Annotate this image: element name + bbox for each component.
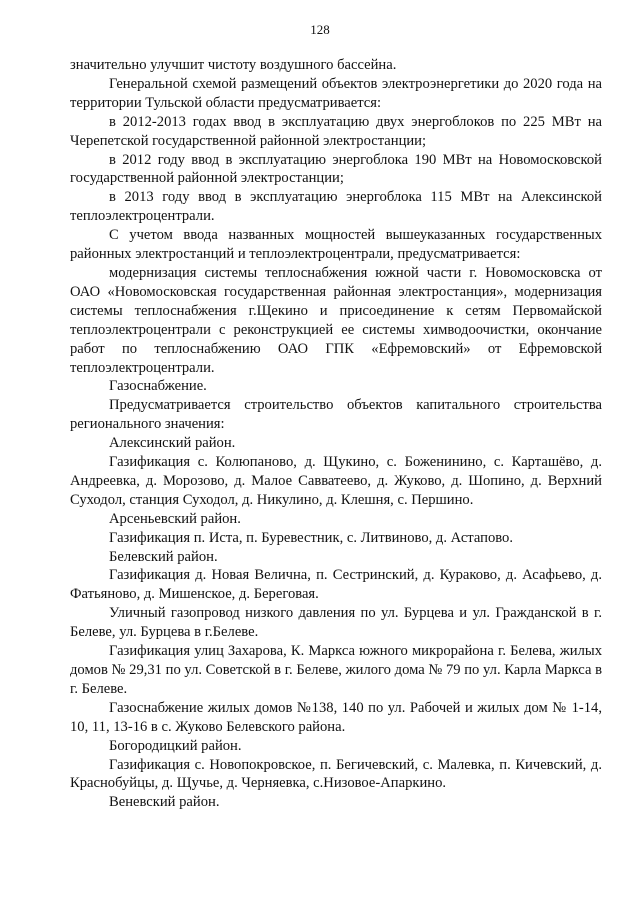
district-heading: Белевский район. bbox=[109, 548, 218, 565]
paragraph: Предусматривается строительство объектов капитального строительства регионального значения: bbox=[70, 397, 602, 433]
paragraph: Газификация д. Новая Велична, п. Сестринский, д. Кураково, д. Асафьево, д. Фатьяново, д. Мишенское, д. Береговая. bbox=[70, 567, 602, 603]
paragraph: модернизация системы теплоснабжения южной части г. Новомосковска от ОАО «Новомосковская государственная районная электростанция», модернизация системы теплоснабжения г.Щекино и присоединение к сетям Первомайской теплоэлектроцентрали с реконструкцией ее системы химводоочистки, окончание работ по теплоснабжению ОАО ГПК «Ефремовский» от Ефремовской теплоэлектроцентрали. bbox=[70, 264, 602, 376]
paragraph: Уличный газопровод низкого давления по ул. Бурцева и ул. Гражданской в г. Белеве, ул. Бурцева в г.Белеве. bbox=[70, 605, 602, 641]
section-heading: Газоснабжение. bbox=[109, 378, 207, 395]
document-body bbox=[70, 56, 602, 812]
district-heading: Алексинский район. bbox=[109, 435, 236, 452]
district-heading: Богородицкий район. bbox=[109, 737, 242, 754]
paragraph: Генеральной схемой размещений объектов электроэнергетики до 2020 года на территории Тульской области предусматривается: bbox=[70, 75, 602, 111]
page-number: 128 bbox=[310, 22, 330, 37]
paragraph: Газификация с. Новопокровское, п. Бегичевский, с. Малевка, п. Кичевский, д. Краснобуйцы, д. Щучье, д. Черняевка, с.Низовое-Апаркино. bbox=[70, 756, 602, 792]
paragraph: С учетом ввода названных мощностей вышеуказанных государственных районных электростанций и теплоэлектроцентрали, предусматривается: bbox=[70, 227, 602, 263]
paragraph: Газификация с. Колюпаново, д. Щукино, с. Боженинино, с. Карташёво, д. Андреевка, д. Морозово, д. Малое Савватеево, д. Жуково, д. Шопино, д. Верхний Суходол, станция Суходол, д. Никулино, д. Клешня, с. Першино. bbox=[70, 454, 602, 508]
district-heading: Веневский район. bbox=[109, 794, 220, 811]
paragraph: в 2013 году ввод в эксплуатацию энергоблока 115 МВт на Алексинской теплоэлектроцентрали. bbox=[70, 189, 602, 225]
district-heading: Арсеньевский район. bbox=[109, 510, 241, 527]
paragraph: Газификация п. Иста, п. Буревестник, с. Литвиново, д. Астапово. bbox=[109, 529, 513, 546]
paragraph: в 2012 году ввод в эксплуатацию энергоблока 190 МВт на Новомосковской государственной районной электростанции; bbox=[70, 151, 602, 187]
paragraph: значительно улучшит чистоту воздушного бассейна. bbox=[70, 57, 397, 73]
paragraph: в 2012-2013 годах ввод в эксплуатацию двух энергоблоков по 225 МВт на Черепетской государственной районной электростанции; bbox=[70, 113, 602, 149]
paragraph: Газоснабжение жилых домов №138, 140 по ул. Рабочей и жилых дом № 1-14, 10, 11, 13-16 в с. Жуково Белевского района. bbox=[70, 699, 602, 735]
paragraph: Газификация улиц Захарова, К. Маркса южного микрорайона г. Белева, жилых домов № 29,31 по ул. Советской в г. Белеве, жилого дома № 79 по ул. Карла Маркса в г. Белеве. bbox=[70, 643, 602, 697]
